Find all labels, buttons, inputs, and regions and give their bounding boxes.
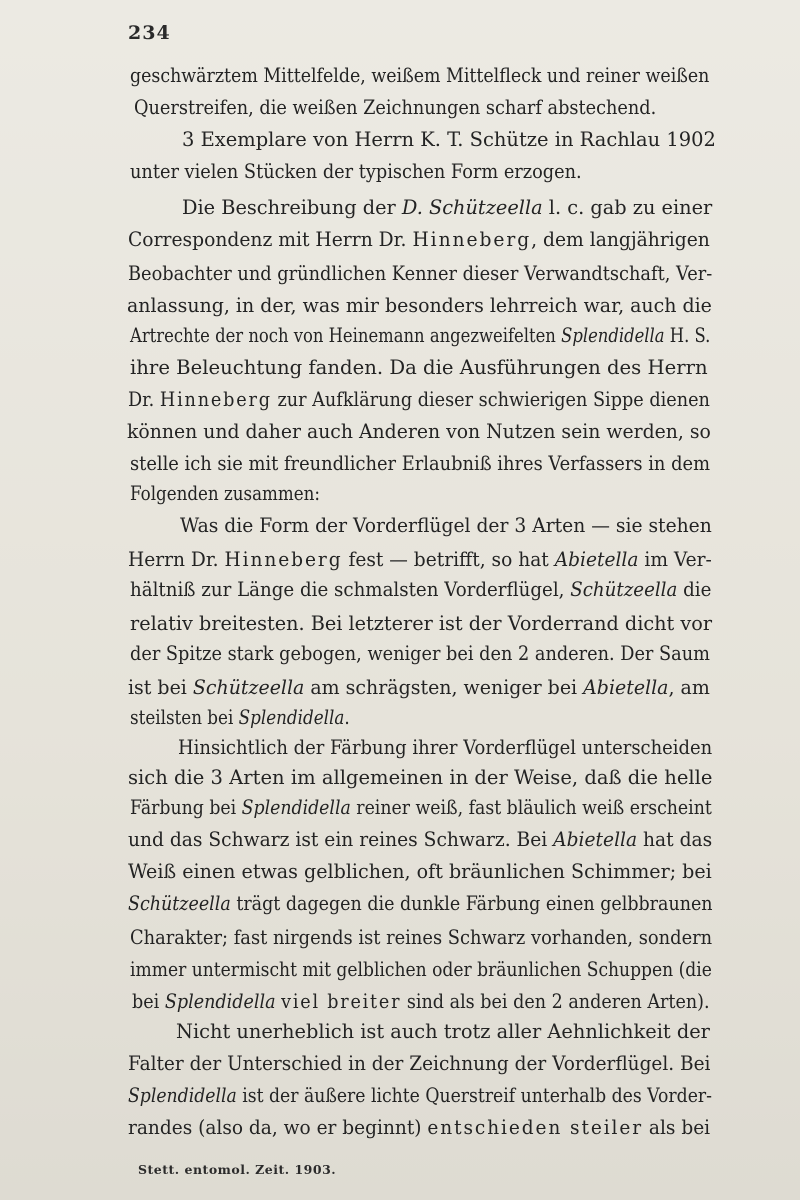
text-line: Artrechte der noch von Heinemann angezweifelten Splendidella H. S. bbox=[130, 324, 711, 347]
spaced-text: Hinneberg bbox=[159, 388, 272, 411]
text-line: Was die Form der Vorderflügel der 3 Arten — sie stehen bbox=[180, 514, 712, 537]
text-line: immer untermischt mit gelblichen oder bräunlichen Schuppen (die bbox=[130, 958, 712, 981]
text-line: stelle ich sie mit freundlicher Erlaubniß ihres Verfassers in dem bbox=[130, 452, 710, 475]
text-line: der Spitze stark gebogen, weniger bei den 2 anderen. Der Saum bbox=[130, 642, 710, 665]
text-line: Weiß einen etwas gelblichen, oft bräunlichen Schimmer; bei bbox=[128, 860, 712, 883]
text-line: ihre Beleuchtung fanden. Da die Ausführungen des Herrn bbox=[130, 356, 708, 379]
spaced-text: Hinneberg bbox=[224, 548, 343, 571]
text-line: Die Beschreibung der D. Schützeella l. c. gab zu einer bbox=[182, 196, 713, 219]
text-line: relativ breitesten. Bei letzterer ist der Vorderrand dicht vor bbox=[130, 612, 713, 635]
species-name: Abietella bbox=[583, 676, 669, 699]
text-line: können und daher auch Anderen von Nutzen sein werden, so bbox=[127, 420, 711, 443]
text-line: Correspondenz mit Herrn Dr. Hinneberg, dem langjährigen bbox=[128, 228, 710, 251]
text-line: Falter der Unterschied in der Zeichnung der Vorderflügel. Bei bbox=[128, 1052, 711, 1075]
spaced-text: Hinneberg bbox=[412, 228, 532, 251]
species-name: Schützeella bbox=[128, 892, 231, 915]
text-line: und das Schwarz ist ein reines Schwarz. Bei Abietella hat das bbox=[128, 828, 713, 851]
text-line: randes (also da, wo er beginnt) entschieden steiler als bei bbox=[128, 1116, 711, 1139]
text-line: sich die 3 Arten im allgemeinen in der Weise, daß die helle bbox=[128, 766, 713, 789]
spaced-text: entschieden steiler bbox=[427, 1116, 644, 1139]
text-line: 3 Exemplare von Herrn K. T. Schütze in Rachlau 1902 bbox=[182, 128, 716, 151]
text-line: Dr. Hinneberg zur Aufklärung dieser schwierigen Sippe dienen bbox=[128, 388, 710, 411]
text-line: anlassung, in der, was mir besonders lehrreich war, auch die bbox=[127, 294, 712, 317]
text-line: hältniß zur Länge die schmalsten Vorderflügel, Schützeella die bbox=[130, 578, 712, 601]
species-name: Abietella bbox=[554, 548, 639, 571]
species-name: Splendidella bbox=[241, 796, 351, 819]
text-line: Nicht unerheblich ist auch trotz aller Aehnlichkeit der bbox=[176, 1020, 710, 1043]
page-number: 234 bbox=[128, 22, 171, 44]
species-name: D. Schützeella bbox=[401, 196, 543, 219]
species-name: Schützeella bbox=[192, 676, 305, 699]
text-line: Charakter; fast nirgends ist reines Schwarz vorhanden, sondern bbox=[130, 926, 713, 949]
text-line: unter vielen Stücken der typischen Form erzogen. bbox=[130, 160, 582, 183]
species-name: Abietella bbox=[553, 828, 638, 851]
species-name: Schützeella bbox=[570, 578, 678, 601]
text-line: bei Splendidella viel breiter sind als bei den 2 anderen Arten). bbox=[132, 990, 710, 1013]
text-line: Färbung bei Splendidella reiner weiß, fast bläulich weiß erscheint bbox=[130, 796, 712, 819]
text-line: ist bei Schützeella am schrägsten, weniger bei Abietella, am bbox=[128, 676, 710, 699]
species-name: Splendidella bbox=[164, 990, 276, 1013]
text-line: steilsten bei Splendidella. bbox=[130, 706, 350, 729]
footer-citation: Stett. entomol. Zeit. 1903. bbox=[138, 1162, 337, 1177]
species-name: Splendidella bbox=[128, 1084, 237, 1107]
text-line: Hinsichtlich der Färbung ihrer Vorderflügel unterscheiden bbox=[178, 736, 713, 759]
spaced-text: viel breiter bbox=[281, 990, 402, 1013]
text-line: Schützeella trägt dagegen die dunkle Färbung einen gelbbraunen bbox=[128, 892, 713, 915]
species-name: Splendidella bbox=[238, 706, 345, 729]
text-line: Querstreifen, die weißen Zeichnungen scharf abstechend. bbox=[134, 96, 657, 119]
text-line: geschwärztem Mittelfelde, weißem Mittelfleck und reiner weißen bbox=[130, 64, 710, 87]
text-line: Herrn Dr. Hinneberg fest — betrifft, so hat Abietella im Ver- bbox=[128, 548, 712, 571]
text-line: Splendidella ist der äußere lichte Querstreif unterhalb des Vorder- bbox=[128, 1084, 712, 1107]
text-line: Folgenden zusammen: bbox=[130, 482, 320, 505]
species-name: Splendidella bbox=[561, 324, 665, 347]
text-line: Beobachter und gründlichen Kenner dieser Verwandtschaft, Ver- bbox=[128, 262, 713, 285]
